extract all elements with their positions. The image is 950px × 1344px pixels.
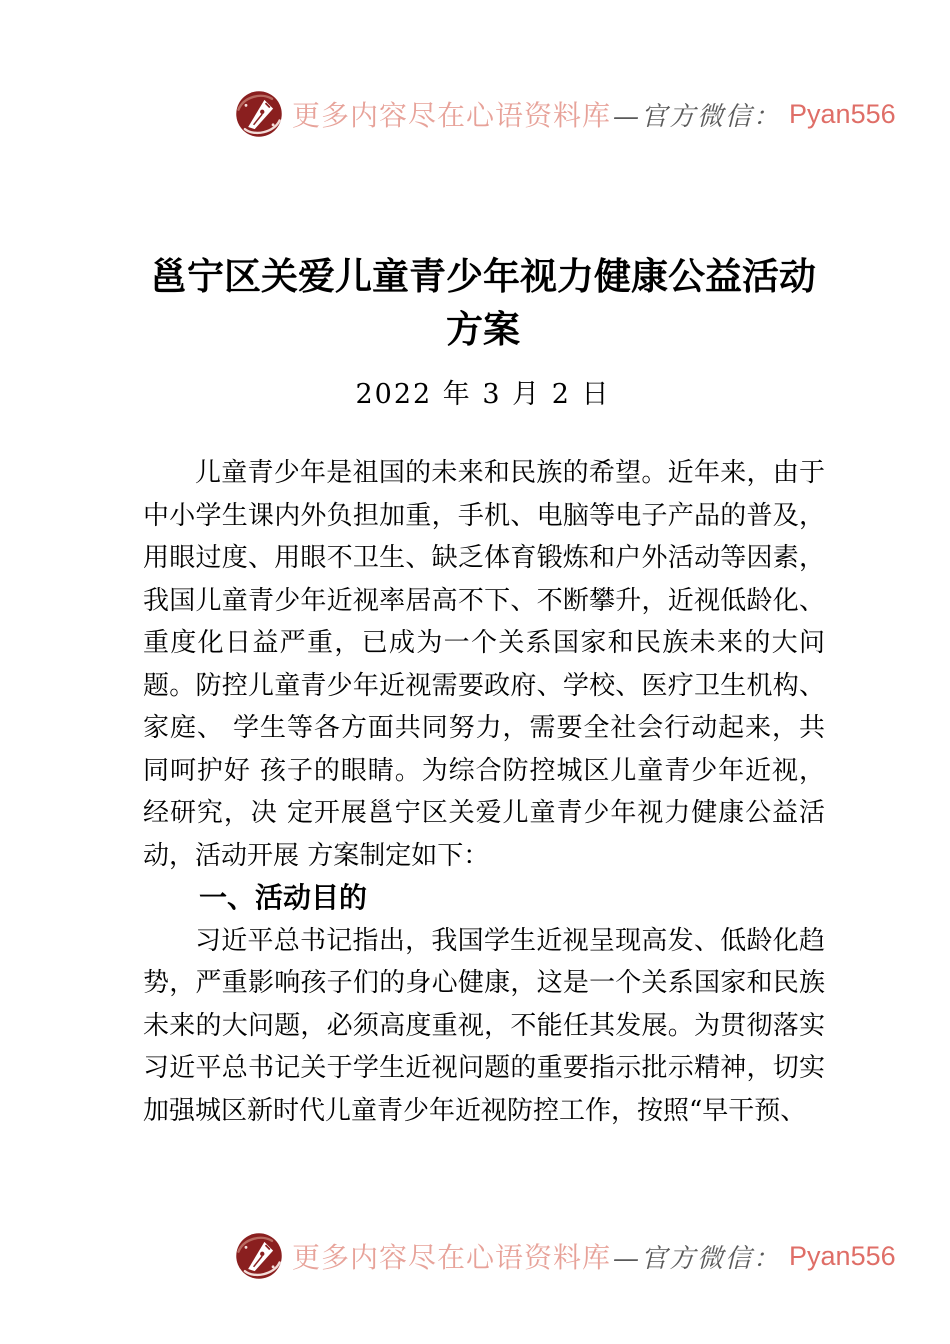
document-title-line1: 邕宁区关爱儿童青少年视力健康公益活动 [150,256,816,297]
watermark-wechat-id: Pyan556 [789,1240,896,1271]
watermark-wechat-label: —官方微信： [613,1243,782,1274]
header-watermark [233,88,896,140]
document-title [135,250,831,356]
pen-logo-icon [233,1230,285,1282]
watermark-wechat-label: —官方微信： [613,101,782,132]
document-title-line2: 方案 [446,309,520,350]
paragraph-intro: 儿童青少年是祖国的未来和民族的希望。近年来，由于中小学生课内外负担加重，手机、电脑等电子产品的普及，用眼过度、用眼不卫生、缺乏体育锻炼和户外活动等因素，我国儿童青少年近视率居高不下、不断攀升，近视低龄化、重度化日益严重，已成为一个关系国家和民族未来的大问题。防控儿童青少年近视需要政府、学校、医疗卫生机构、家庭、 学生等各方面共同努力，需要全社会行动起来，共同呵护好 孩子的眼睛。为综合防控城区儿童青少年近视，经研究，决 定开展邕宁区关爱儿童青少年视力健康公益活动，活动开展 方案制定如下： [143,458,825,871]
section-heading-purpose: 一、活动目的 [199,882,368,913]
watermark-wechat-id: Pyan556 [789,98,896,129]
pen-logo-icon [233,88,285,140]
document-body [143,452,825,1132]
document-date: 2022 年 3 月 2 日 [355,379,611,410]
footer-watermark [233,1230,896,1282]
paragraph-purpose: 习近平总书记指出，我国学生近视呈现高发、低龄化趋势，严重影响孩子们的身心健康，这是一个关系国家和民族未来的大问题，必须高度重视，不能任其发展。为贯彻落实习近平总书记关于学生近视问题的重要指示批示精神，切实加强城区新时代儿童青少年近视防控工作，按照“早干预、 [143,925,825,1126]
watermark-text: 更多内容尽在心语资料库 [292,1241,612,1274]
watermark-text: 更多内容尽在心语资料库 [292,99,612,132]
